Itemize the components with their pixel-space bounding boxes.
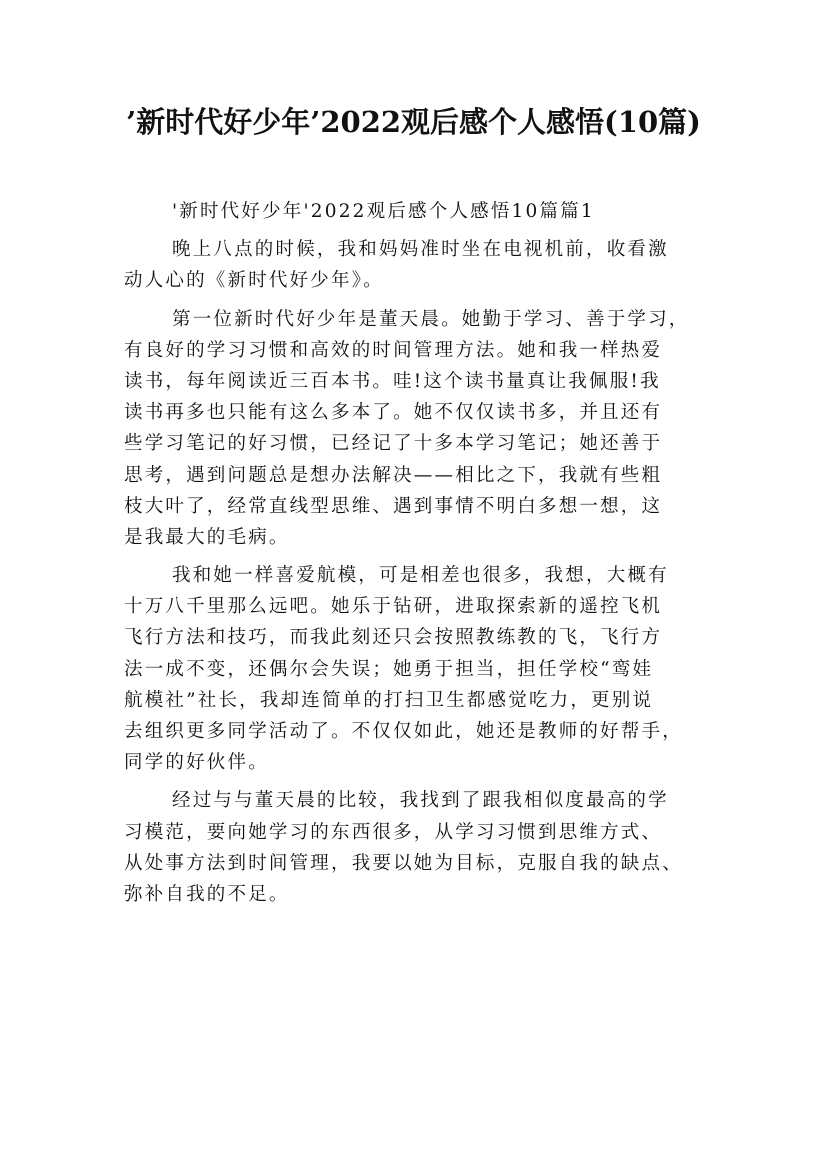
paragraph-line: 习模范，要向她学习的东西很多，从学习习惯到思维方式、 [124, 821, 663, 843]
paragraph-line: 思考，遇到问题总是想办法解决——相比之下，我就有些粗 [124, 464, 663, 486]
paragraph-line: 有良好的学习习惯和高效的时间管理方法。她和我一样热爱 [124, 339, 663, 361]
paragraph-line: 从处事方法到时间管理，我要以她为目标，克服自我的缺点、 [124, 852, 683, 874]
paragraph-line: 我和她一样喜爱航模，可是相差也很多，我想，大概有 [172, 565, 669, 587]
paragraph-line: 同学的好伙伴。 [124, 752, 269, 774]
paragraph-line: 航模社”社长，我却连简单的打扫卫生都感觉吃力，更别说 [124, 689, 654, 711]
paragraph-line: 晚上八点的时候，我和妈妈准时坐在电视机前，收看激 [172, 239, 669, 261]
paragraph-line: 经过与与董天晨的比较，我找到了跟我相似度最高的学 [172, 790, 669, 812]
paragraph-line: 些学习笔记的好习惯，已经记了十多本学习笔记；她还善于 [124, 433, 663, 455]
section-heading: '新时代好少年'2022观后感个人感悟10篇篇1 [172, 201, 595, 222]
paragraph-line: 读书，每年阅读近三百本书。哇!这个读书量真让我佩服!我 [124, 370, 661, 392]
paragraph-line: 是我最大的毛病。 [124, 526, 290, 548]
paragraph-line: 去组织更多同学活动了。不仅仅如此，她还是教师的好帮手， [124, 721, 683, 742]
paragraph-line: 法一成不变，还偶尔会失误；她勇于担当，担任学校“鸾娃 [124, 658, 654, 680]
document-body [124, 196, 714, 910]
document-title: ’新时代好少年’2022观后感个人感悟(10篇) [126, 105, 701, 139]
paragraph-line: 弥补自我的不足。 [124, 883, 290, 905]
paragraph-line: 十万八千里那么远吧。她乐于钻研，进取探索新的遥控飞机 [124, 596, 663, 618]
paragraph-line: 第一位新时代好少年是董天晨。她勤于学习、善于学习， [172, 308, 690, 330]
paragraph-line: 飞行方法和技巧，而我此刻还只会按照教练教的飞，飞行方 [124, 627, 663, 649]
paragraph-line: 动人心的《新时代好少年》。 [124, 270, 384, 292]
paragraph-line: 枝大叶了，经常直线型思维、遇到事情不明白多想一想，这 [124, 495, 663, 517]
paragraph-line: 读书再多也只能有这么多本了。她不仅仅读书多，并且还有 [124, 402, 663, 424]
